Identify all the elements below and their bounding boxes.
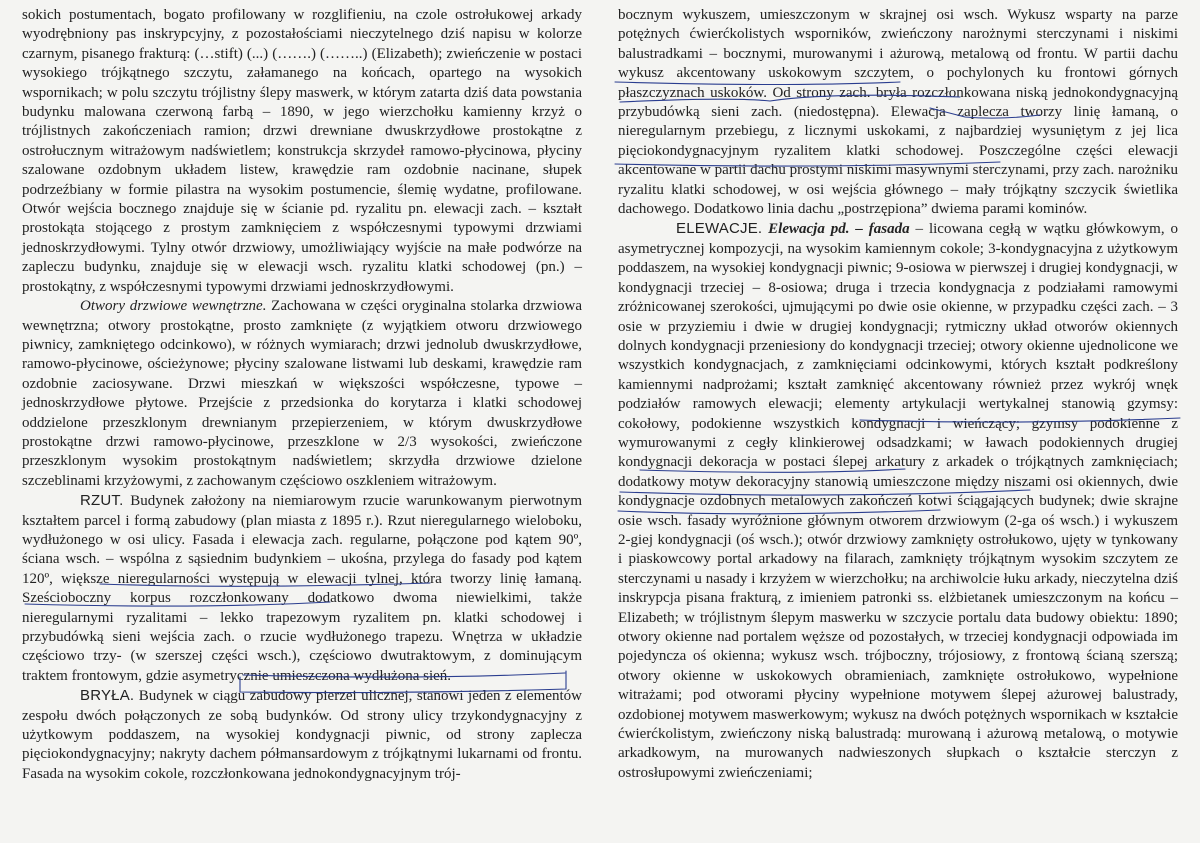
paragraph-elevations-text: – licowana cegłą w wątku główkowym, o asymetrycznej kompozycji, na wysokim kamiennym cokole; 3-kondygnacyjna z użytkowym poddaszem, na wysokiej kondygnacji piwnic; 9-osiowa w pierwszej i drugiej kondygnacji, w kondygnacji trzeciej – 8-osiowa; druga i trzecia kondygnacja z podziałami ramowymi zróżnicowanej szerokości, ujmującymi po dwie osie okienne, w przypadku części zach. – 3 osie w przyziemiu i dwie w drugiej kondygnacji; rytmiczny układ otworów okiennych dolnych kondygnacji przeniesiony do kondygnacji trzeciej; otwory okienne ujednolicone we wszystkich kondygnacjach, z zamknięciami odcinkowymi, których kształt podkreślony kamiennymi nadprożami; kształt zamknięć akcentowany również przez wykrój wnęk podziałów ramowych elewacji; elementy artykulacji wertykalnej stanowią gzymsy: cokołowy, podokienne wszystkich kondygnacji i wieńczący; gzymsy podokienne z wymurowanymi z cegły klinkierowej odsadzkami; w ławach podokiennych drugiej kondygnacji dekoracja w postaci ślepej arkatury z arkadek o trójkątnych zamknięciach; dodatkowy motyw dekoracyjny stanowią umieszczone między niszami osi okiennych, dwie kondygnacje ozdobnych metalowych zakończeń kotwi ściągających budynek; dwie skrajne osie wsch. fasady wyróżnione głównym otworem drzwiowym (2-ga oś wsch.) i wykuszem 2-giej kondygnacji (oś wsch.); otwór drzwiowy zamknięty ostrołukowo, ujęty w tynkowany i piaskowcowy portal arkadowy na filarach, zamknięty trójkątnym wysokim szczytem ze sterczynami u nasady i krzyżem w wierzchołku; na archiwolcie łuku arkady, nieczytelna dziś inskrypcja pisana frakturą, z imieniem patronki ss. elżbietanek umieszczonym na końcu – Elizabeth; w trójlistnym ślepym maswerku w szczycie portalu data budowy obiektu: 1890; otwory okienne nad portalem węższe od pozostałych, w trzeciej kondygnacji odpowiada im pojedyncza oś okienna; wykusz wsch. trójboczny, trójosiowy, z frontową ścianą szerszą; otwory okienne w uskokowych obramieniach, zamknięte ostrołukowo, wypełnione witrażami; pod otworami płyciny wypełnione motywem ślepej ażurowej balustrady, ozdobionej motywem maswerkowym; wykusz na dwóch potężnych wspornikach w kształcie ćwierćkolistym, zwieńczony niską balustradą: murowaną i ażurową metalową, o motywie arkadkowym, na murowanych nadwieszonych słupkach o kształcie sterczyn z ostrosłupowymi zwieńczeniami; bbox=[618, 221, 1178, 781]
paragraph-plan bbox=[22, 491, 582, 686]
subheading-interior-doors: Otwory drzwiowe wewnętrzne. bbox=[80, 298, 267, 315]
paragraph-massing bbox=[22, 686, 582, 784]
paragraph-massing-text: Budynek w ciągu zabudowy pierzei ulicznej, stanowi jeden z elementów zespołu dwóch połączonych ze sobą budynków. Od strony ulicy trzykondygnacyjny z użytkowym poddaszem, na wysokiej kondygnacji piwnic, od strony zaplecza pięciokondygnacyjny; nakryty dachem półmansardowym z trójkątnymi lukarnami od frontu. Fasada na wysokim cokole, rozczłonkowana jednokondygnacyjnym trój- bbox=[22, 688, 582, 782]
subheading-south-facade: Elewacja pd. – fasada bbox=[762, 221, 910, 238]
section-heading-rzut: RZUT. bbox=[80, 492, 124, 510]
paragraph-elevations bbox=[618, 219, 1178, 783]
section-heading-bryla: BRYŁA. bbox=[80, 687, 135, 705]
paragraph-interior-doors-text: Zachowana w części oryginalna stolarka drzwiowa wewnętrzna; otwory prostokątne, prosto zamknięte (z wyjątkiem otworu drzwiowego piwnicy, zamkniętego odcinkowo), w różnych wymiarach; drzwi jednolub dwuskrzydłowe, ramowo-płycinowe, ościeżynowe; płyciny szalowane listwami lub deskami, krawędzie ram ozdobnie zaciosywane. Drzwi mieszkań w większości współczesne, typowe – jednoskrzydłowe płytowe. Przejście z przedsionka do korytarza i klatki schodowej oddzielone przeszklonym drewnianym przepierzeniem, w którym dwuskrzydłowe prostokątne drzwi ramowo-płycinowe, przeszklone w 2/3 wysokości, zwieńczone przeszklonym wysokim prostokątnym nadświetlem; skrzydła drzwiowe dzielone szczeblinami krzyżowymi, z zachowanym częściowo oszkleniem witrażowym. bbox=[22, 298, 582, 489]
paragraph-portal-description: sokich postumentach, bogato profilowany w rozglifieniu, na czole ostrołukowej arkady wyodrębniony pas inskrypcyjny, z pozostałościami nieczytelnego dziś napisu w kolorze czarnym, pisanego frakturą: (…stift) (...) (…….) (……..) (Elizabeth); zwieńczenie w postaci wysokiego trójkątnego szczytu, załamanego na końcach, opartego na wysokich wspornikach; w polu szczytu trójlistny ślepy maswerk, w którym zatarta dziś data powstania budynku malowana czerwoną farbą – 1890, w jego wierzchołku kamienny krzyż o trójlistnych zakończeniach ramion; drzwi drewniane dwuskrzydłowe prostokątne z ostrołucznym witrażowym nadświetlem; konstrukcja skrzydeł ramowo-płycinowa, płyciny szalowane ozdobnym układem listew, krawędzie ram ozdobnie nacinane, słupek podrzeźbiany w formie pilastra na wysokim postumencie, ślemię wydatne, profilowane. Otwór wejścia bocznego znajduje się w ścianie pd. ryzalitu pn. elewacji zach. – kształt prostokąta stojącego z prostym zamknięciem z współczesnymi typowymi drzwiami jednoskrzydłowymi. Tylny otwór drzwiowy, umożliwiający wyjście na małe podwórze na zapleczu budynku, znajduje się w elewacji wsch. ryzalitu klatki schodowej (pn.) – prostokątny, z współczesnymi typowymi drzwiami jednoskrzydłowymi. bbox=[22, 7, 582, 295]
left-text-column bbox=[22, 6, 582, 784]
paragraph-plan-text: Budynek założony na niemiarowym rzucie warunkowanym pierwotnym kształtem parcel i formą zabudowy (plan miasta z 1895 r.). Rzut nieregularnego wieloboku, wydłużonego w osi ulicy. Fasada i elewacja zach. regularne, połączone pod kątem 90º, ściana wsch. – wspólna z sąsiednim budynkiem – ukośna, przylega do fasady pod kątem 120º, większe nieregularności występują w elewacji tylnej, która tworzy linię łamaną. Sześcioboczny korpus rozczłonkowany dodatkowo dwoma niewielkimi, także nieregularnymi ryzalitami – lekko trapezowym ryzalitem pn. klatki schodowej i przybudówką sieni wejścia zach. o rzucie wydłużonego trapezu. Wnętrza w układzie częściowo trzy- (w szerszej części wsch.), częściowo dwutraktowym, z dominującym traktem frontowym, gdzie asymetrycznie umieszczona wydłużona sień. bbox=[22, 493, 582, 684]
section-heading-elewacje: ELEWACJE. bbox=[676, 220, 763, 238]
right-text-column bbox=[618, 6, 1178, 783]
paragraph-interior-doors bbox=[22, 297, 582, 491]
paragraph-bay-window: bocznym wykuszem, umieszczonym w skrajnej osi wsch. Wykusz wsparty na parze potężnych ćwierćkolistych wsporników, zwieńczony narożnymi sterczynami i niskimi balustradkami – bocznymi, murowanymi i ażurową, metalową od frontu. W partii dachu wykusz akcentowany uskokowym szczytem, o pochylonych ku frontowi górnych płaszczyznach uskoków. Od strony zach. bryła rozczłonkowana niską jednokondygnacyjną przybudówką sieni zach. (niedostępna). Elewacja zaplecza tworzy linię łamaną, o nieregularnym przebiegu, z licznymi uskokami, z najbardziej wysuniętym z jej lica pięciokondygnacyjnym ryzalitem klatki schodowej. Poszczególne części elewacji akcentowane w partii dachu prostymi niskimi masywnymi sterczynami, przy zach. narożniku ryzalitu klatki schodowej, w osi wejścia głównego – mały trójkątny szczycik świetlika dachowego. Dodatkowo linia dachu „postrzępiona” dwiema parami kominów. bbox=[618, 7, 1178, 218]
